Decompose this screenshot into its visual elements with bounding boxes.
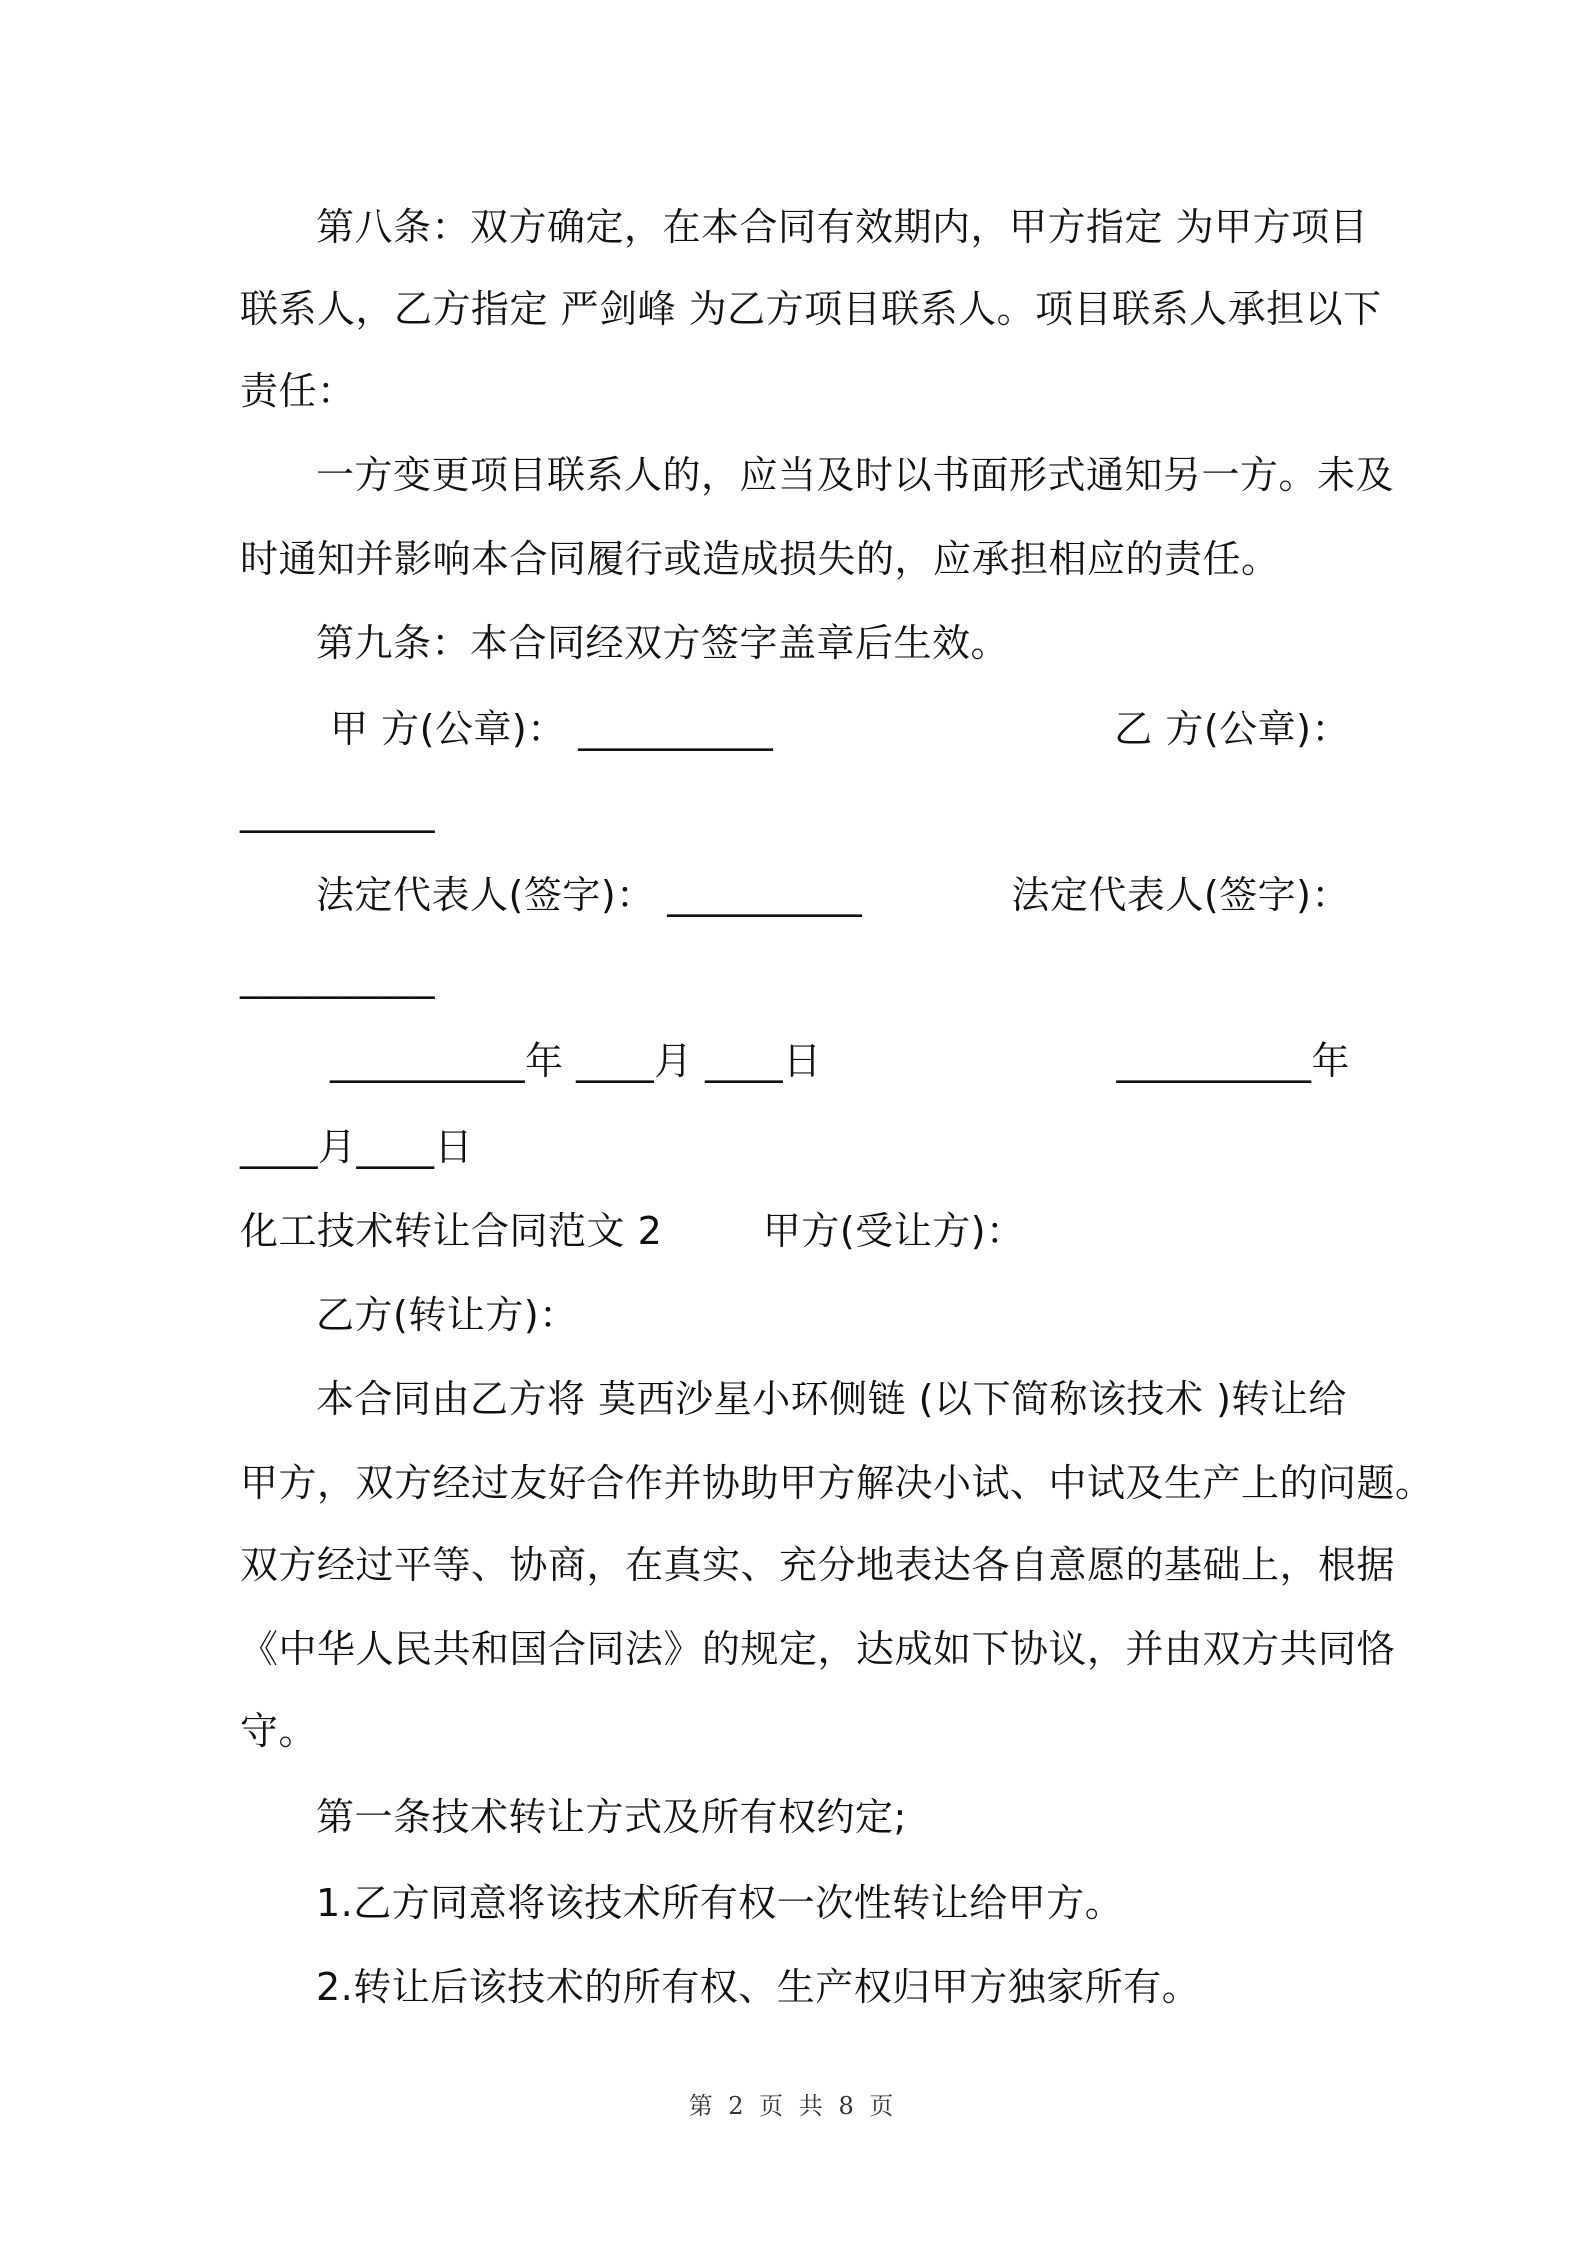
date-a: __________年 ____月 ____日 — [330, 1039, 822, 1083]
seal-row — [240, 706, 1350, 752]
representative-b: 法定代表人(签字)： — [1011, 873, 1350, 917]
party-b-transferor: 乙方(转让方)： — [316, 1293, 578, 1337]
intro-line-4: 《中华人民共和国合同法》的规定，达成如下协议，并由双方共同恪 — [240, 1627, 1396, 1671]
party-a-seal: 甲 方(公章)： __________ — [330, 707, 774, 751]
intro-line-5: 守。 — [240, 1709, 318, 1753]
article-1-item-1: 1.乙方同意将该技术所有权一次性转让给甲方。 — [316, 1881, 1124, 1925]
representative-a: 法定代表人(签字)： __________ — [316, 873, 863, 917]
template-2-heading: 化工技术转让合同范文 2 甲方(受让方)： — [240, 1209, 1025, 1253]
article-8-line-1: 第八条：双方确定，在本合同有效期内，甲方指定 为甲方项目 — [316, 205, 1369, 249]
intro-line-3: 双方经过平等、协商，在真实、充分地表达各自意愿的基础上，根据 — [240, 1543, 1396, 1587]
article-8-line-3: 责任： — [240, 369, 356, 413]
date-b-year: __________年 — [1116, 1039, 1350, 1083]
article-8-line-2: 联系人，乙方指定 严剑峰 为乙方项目联系人。项目联系人承担以下 — [240, 287, 1382, 331]
representative-b-blank: __________ — [240, 955, 435, 999]
article-1-heading: 第一条技术转让方式及所有权约定; — [316, 1795, 907, 1839]
date-row — [240, 1038, 1350, 1084]
party-b-seal: 乙 方(公章)： — [1114, 707, 1350, 751]
party-b-seal-blank: __________ — [240, 789, 435, 833]
article-1-item-2: 2.转让后该技术的所有权、生产权归甲方独家所有。 — [316, 1965, 1201, 2009]
date-b-rest: ____月____日 — [240, 1125, 474, 1169]
page-number: 第 2 页 共 8 页 — [688, 2092, 898, 2120]
article-9-line: 第九条：本合同经双方签字盖章后生效。 — [316, 621, 1010, 665]
representative-row — [240, 872, 1350, 918]
contact-change-line-2: 时通知并影响本合同履行或造成损失的，应承担相应的责任。 — [240, 537, 1280, 581]
intro-line-1: 本合同由乙方将 莫西沙星小环侧链 (以下简称该技术 )转让给 — [316, 1377, 1347, 1421]
intro-line-2: 甲方，双方经过友好合作并协助甲方解决小试、中试及生产上的问题。 — [240, 1461, 1434, 1505]
contact-change-line-1: 一方变更项目联系人的，应当及时以书面形式通知另一方。未及 — [316, 453, 1395, 497]
